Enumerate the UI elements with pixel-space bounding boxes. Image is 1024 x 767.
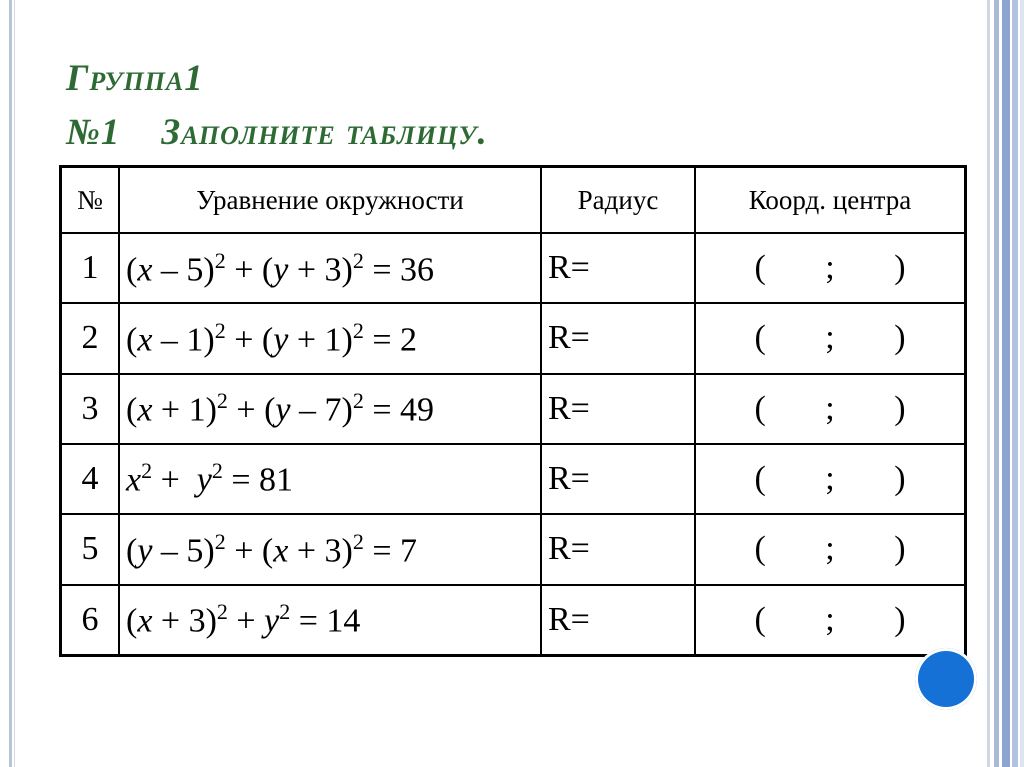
center-cell[interactable]: ( ; ) (695, 585, 966, 656)
decorative-circle (915, 648, 977, 710)
right-decorative-stripes (980, 0, 1024, 767)
header-number: № (61, 167, 120, 234)
row-number: 2 (61, 303, 120, 373)
circle-equations-table (59, 165, 967, 657)
equation-cell: $(x - 1)^2 + (y + 1)^2 = 2$ (119, 303, 541, 373)
row-number: 3 (61, 374, 120, 444)
equation-cell: $(y - 5)^2 + (x + 3)^2 = 7$ (119, 514, 541, 584)
center-cell[interactable]: ( ; ) (695, 514, 966, 584)
table-row (61, 514, 966, 584)
left-border (9, 0, 12, 767)
equation-cell: $(x + 1)^2 + (y - 7)^2 = 49$ (119, 374, 541, 444)
equation-cell: $x^2 + y^2 = 81$ (119, 444, 541, 514)
equation-cell: $(x - 5)^2 + (y + 3)^2 = 36$ (119, 233, 541, 303)
radius-cell[interactable]: R= (541, 303, 695, 373)
table-row (61, 303, 966, 373)
title-task: №1 Заполните таблицу. (66, 112, 488, 153)
table-header-row (61, 167, 966, 234)
row-number: 5 (61, 514, 120, 584)
radius-cell[interactable]: R= (541, 514, 695, 584)
center-cell[interactable]: ( ; ) (695, 303, 966, 373)
center-cell[interactable]: ( ; ) (695, 444, 966, 514)
radius-cell[interactable]: R= (541, 233, 695, 303)
table-row (61, 444, 966, 514)
radius-cell[interactable]: R= (541, 585, 695, 656)
radius-cell[interactable]: R= (541, 444, 695, 514)
row-number: 4 (61, 444, 120, 514)
table-row (61, 233, 966, 303)
equation-cell: $(x + 3)^2 + y^2 = 14$ (119, 585, 541, 656)
center-cell[interactable]: ( ; ) (695, 233, 966, 303)
slide-title (66, 52, 488, 160)
table-row (61, 374, 966, 444)
left-border-inner (14, 0, 15, 767)
header-radius: Радиус (541, 167, 695, 234)
header-equation: Уравнение окружности (119, 167, 541, 234)
center-cell[interactable]: ( ; ) (695, 374, 966, 444)
radius-cell[interactable]: R= (541, 374, 695, 444)
row-number: 6 (61, 585, 120, 656)
title-group: Группа1 (66, 58, 204, 99)
row-number: 1 (61, 233, 120, 303)
header-center: Коорд. центра (695, 167, 966, 234)
table-row (61, 585, 966, 656)
